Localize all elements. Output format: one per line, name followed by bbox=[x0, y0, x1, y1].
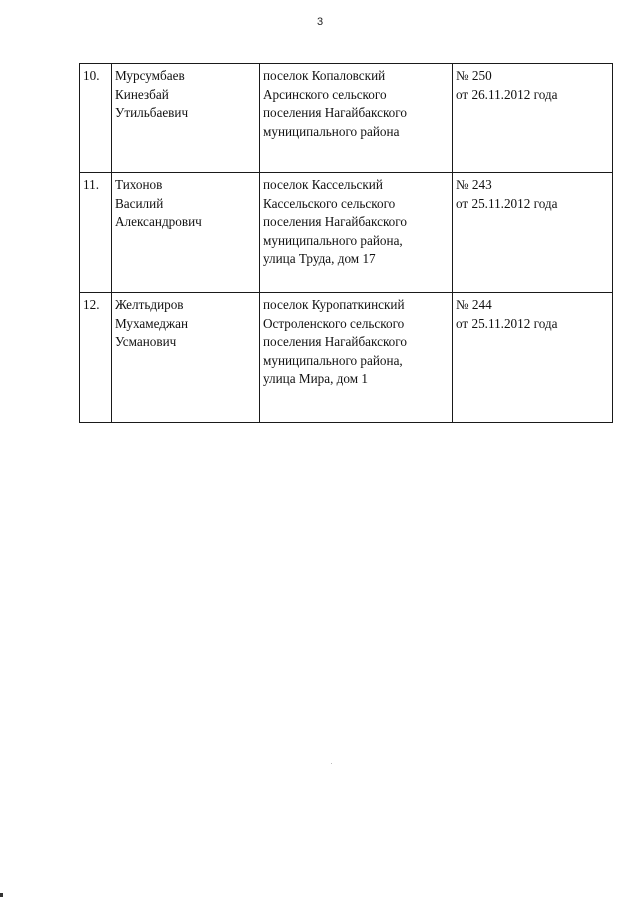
row-number-cell: 11. bbox=[80, 173, 112, 293]
scan-speck bbox=[331, 763, 332, 764]
document-cell bbox=[453, 293, 613, 423]
document-cell bbox=[453, 64, 613, 173]
table-row bbox=[80, 64, 613, 173]
person-name-cell: Мурсумбаев Кинезбай Утильбаевич bbox=[112, 64, 260, 173]
document-number: № 243 bbox=[456, 177, 492, 192]
document-number: № 244 bbox=[456, 297, 492, 312]
row-number-cell: 12. bbox=[80, 293, 112, 423]
document-cell bbox=[453, 173, 613, 293]
table-row bbox=[80, 293, 613, 423]
table-row bbox=[80, 173, 613, 293]
scan-edge-mark bbox=[0, 893, 3, 897]
registry-table bbox=[79, 63, 613, 423]
address-cell: поселок Кассельский Кассельского сельского поселения Нагайбакского муниципального района, улица Труда, дом 17 bbox=[260, 173, 453, 293]
document-date: от 26.11.2012 года bbox=[456, 86, 558, 102]
document-number: № 250 bbox=[456, 68, 492, 83]
page-number: 3 bbox=[316, 16, 324, 28]
document-date: от 25.11.2012 года bbox=[456, 315, 558, 331]
address-cell: поселок Копаловский Арсинского сельского поселения Нагайбакского муниципального района bbox=[260, 64, 453, 173]
address-cell: поселок Куропаткинский Остроленского сельского поселения Нагайбакского муниципального района, улица Мира, дом 1 bbox=[260, 293, 453, 423]
row-number-cell: 10. bbox=[80, 64, 112, 173]
person-name-cell: Желтьдиров Мухамеджан Усманович bbox=[112, 293, 260, 423]
document-date: от 25.11.2012 года bbox=[456, 195, 558, 211]
person-name-cell: Тихонов Василий Александрович bbox=[112, 173, 260, 293]
